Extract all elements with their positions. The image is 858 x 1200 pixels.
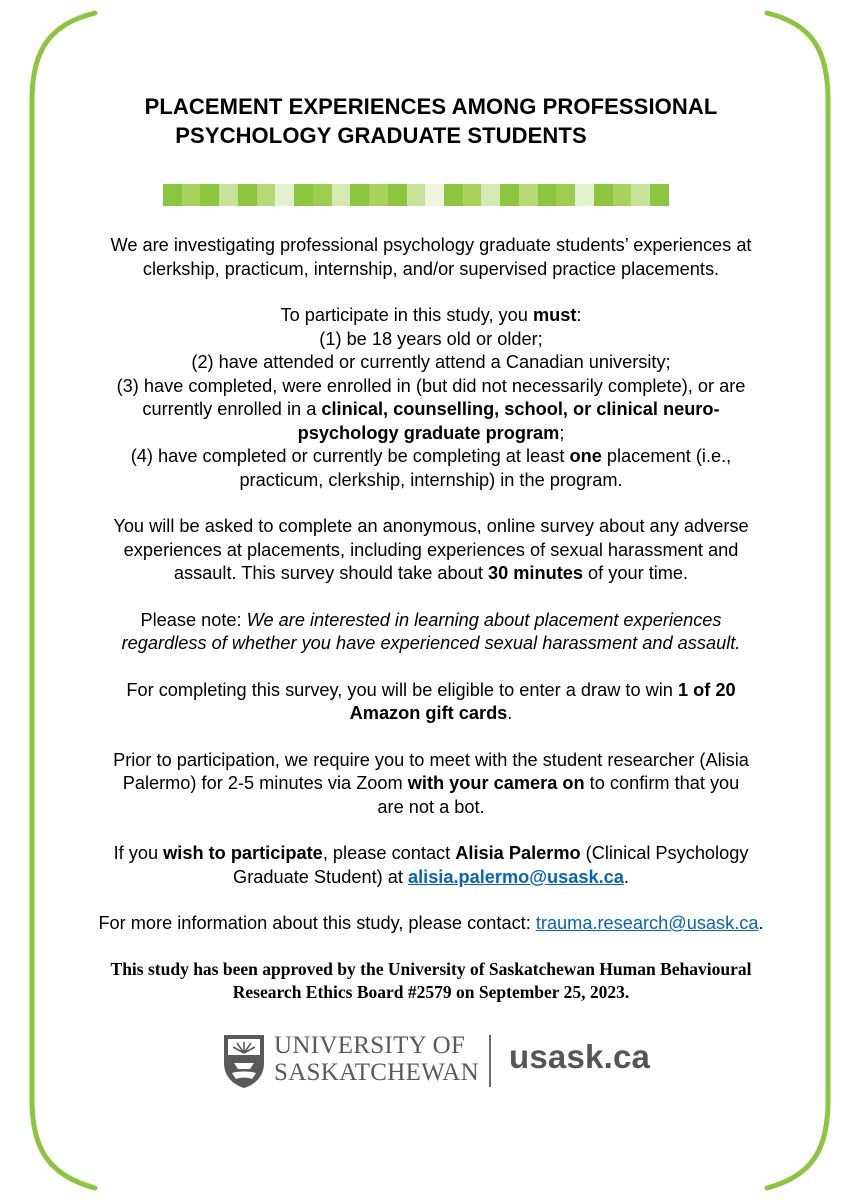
color-bar-block — [369, 184, 388, 206]
color-bar-block — [182, 184, 201, 206]
color-bar-block — [332, 184, 351, 206]
color-bar-blocks — [163, 184, 669, 206]
contact-end: . — [623, 866, 629, 887]
research-email-link[interactable]: trauma.research@usask.ca — [535, 913, 759, 933]
university-name-line-2: SASKATCHEWAN — [274, 1059, 480, 1086]
draw-line-1: For completing this survey, you will be eligible to enter a draw to win — [126, 679, 678, 700]
color-bar-block — [463, 184, 482, 206]
zoom-line-1: Prior to participation, we require you to meet with the student researcher (Alisia — [113, 749, 749, 770]
decorative-color-bar — [56, 184, 806, 206]
note-lead: Please note: — [140, 609, 247, 630]
survey-line-1: You will be asked to complete an anonymous, online survey about any adverse — [113, 516, 749, 536]
color-bar-block — [350, 184, 369, 206]
draw-count: 1 of 20 — [677, 679, 736, 700]
criterion-1: (1) be 18 years old or older; — [319, 328, 543, 349]
survey-line-3: assault. This survey should take about — [173, 563, 488, 583]
contact-paragraph — [56, 842, 806, 889]
color-bar-block — [313, 184, 332, 206]
criterion-3-programs: clinical, counselling, school, or clinical neuro- — [321, 399, 720, 419]
intro-paragraph — [56, 234, 806, 281]
color-bar-block — [257, 184, 276, 206]
criterion-3-program-end: psychology graduate program — [297, 422, 560, 443]
color-bar-block — [444, 184, 463, 206]
survey-line-2: experiences at placements, including experiences of sexual harassment and — [123, 539, 739, 560]
more-info-end: . — [758, 913, 764, 933]
researcher-email-link[interactable]: alisia.palermo@usask.ca — [407, 866, 624, 887]
logo-divider — [489, 1035, 491, 1087]
university-logo — [222, 1030, 672, 1092]
zoom-camera: with your camera on — [407, 773, 585, 793]
intro-line-1: We are investigating professional psychology graduate students’ experiences at — [110, 235, 752, 255]
more-info-text: For more information about this study, please contact: — [98, 913, 536, 933]
color-bar-block — [631, 184, 650, 206]
title-line-2: PSYCHOLOGY GRADUATE STUDENTS — [175, 123, 587, 148]
draw-end: . — [507, 703, 513, 723]
criteria-must: must — [532, 305, 577, 325]
university-website: usask.ca — [509, 1038, 651, 1075]
criterion-4-part-a: (4) have completed or currently be completing at least — [130, 446, 570, 466]
more-info-paragraph — [56, 912, 806, 936]
zoom-line-3: are not a bot. — [377, 796, 485, 817]
criterion-3-end: ; — [559, 422, 565, 443]
criterion-4-part-a-end: placement (i.e., — [601, 446, 732, 466]
color-bar-block — [500, 184, 519, 206]
contact-line-2: Graduate Student) at — [233, 866, 408, 887]
color-bar-block — [275, 184, 294, 206]
color-bar-block — [594, 184, 613, 206]
survey-line-3-end: of your time. — [582, 563, 689, 583]
university-crest-icon — [222, 1033, 266, 1089]
color-bar-block — [200, 184, 219, 206]
university-name — [274, 1032, 479, 1086]
poster-content — [56, 92, 806, 1021]
note-italic-1: We are interested in learning about placement experiences — [246, 609, 722, 630]
note-italic-2: regardless of whether you have experienced sexual harassment and assault. — [121, 633, 741, 653]
color-bar-block — [538, 184, 557, 206]
zoom-line-2-end: to confirm that you — [584, 773, 740, 793]
color-bar-block — [407, 184, 426, 206]
color-bar-block — [238, 184, 257, 206]
color-bar-block — [219, 184, 238, 206]
zoom-line-2: Palermo) for 2-5 minutes via Zoom — [122, 773, 408, 793]
color-bar-block — [556, 184, 575, 206]
university-name-line-1: UNIVERSITY OF — [274, 1032, 466, 1059]
color-bar-block — [294, 184, 313, 206]
criterion-3-part-b: currently enrolled in a — [142, 399, 322, 419]
criteria-lead-end: : — [576, 305, 582, 325]
contact-line-1-c: (Clinical Psychology — [580, 843, 749, 863]
color-bar-block — [425, 184, 444, 206]
color-bar-block — [481, 184, 500, 206]
criteria-lead: To participate in this study, you — [280, 305, 533, 325]
criterion-4-part-b: practicum, clerkship, internship) in the program. — [239, 469, 623, 490]
survey-duration: 30 minutes — [487, 563, 583, 583]
criteria-paragraph — [56, 304, 806, 492]
color-bar-block — [388, 184, 407, 206]
criterion-4-one: one — [569, 446, 602, 466]
ethics-line-1: This study has been approved by the University of Saskatchewan Human Behavioural — [110, 958, 752, 979]
intro-line-2: clerkship, practicum, internship, and/or supervised practice placements. — [142, 258, 720, 279]
title-line-1: PLACEMENT EXPERIENCES AMONG PROFESSIONAL — [144, 94, 718, 119]
ethics-approval — [56, 958, 806, 1004]
color-bar-block — [163, 184, 182, 206]
color-bar-block — [650, 184, 669, 206]
poster-title — [56, 92, 806, 150]
color-bar-block — [613, 184, 632, 206]
contact-name: Alisia Palermo — [455, 843, 581, 863]
draw-paragraph — [56, 679, 806, 726]
contact-line-1-a: If you — [113, 843, 164, 863]
criterion-2: (2) have attended or currently attend a Canadian university; — [191, 352, 671, 372]
contact-wish: wish to participate — [163, 843, 323, 863]
survey-paragraph — [56, 515, 806, 586]
color-bar-block — [519, 184, 538, 206]
color-bar-block — [575, 184, 594, 206]
note-paragraph — [56, 609, 806, 656]
ethics-line-2: Research Ethics Board #2579 on September 25, 2023. — [232, 981, 630, 1002]
criterion-3-part-a: (3) have completed, were enrolled in (but did not necessarily complete), or are — [116, 375, 746, 396]
contact-line-1-b: , please contact — [322, 843, 456, 863]
zoom-paragraph — [56, 749, 806, 820]
draw-prize: Amazon gift cards — [349, 703, 508, 723]
